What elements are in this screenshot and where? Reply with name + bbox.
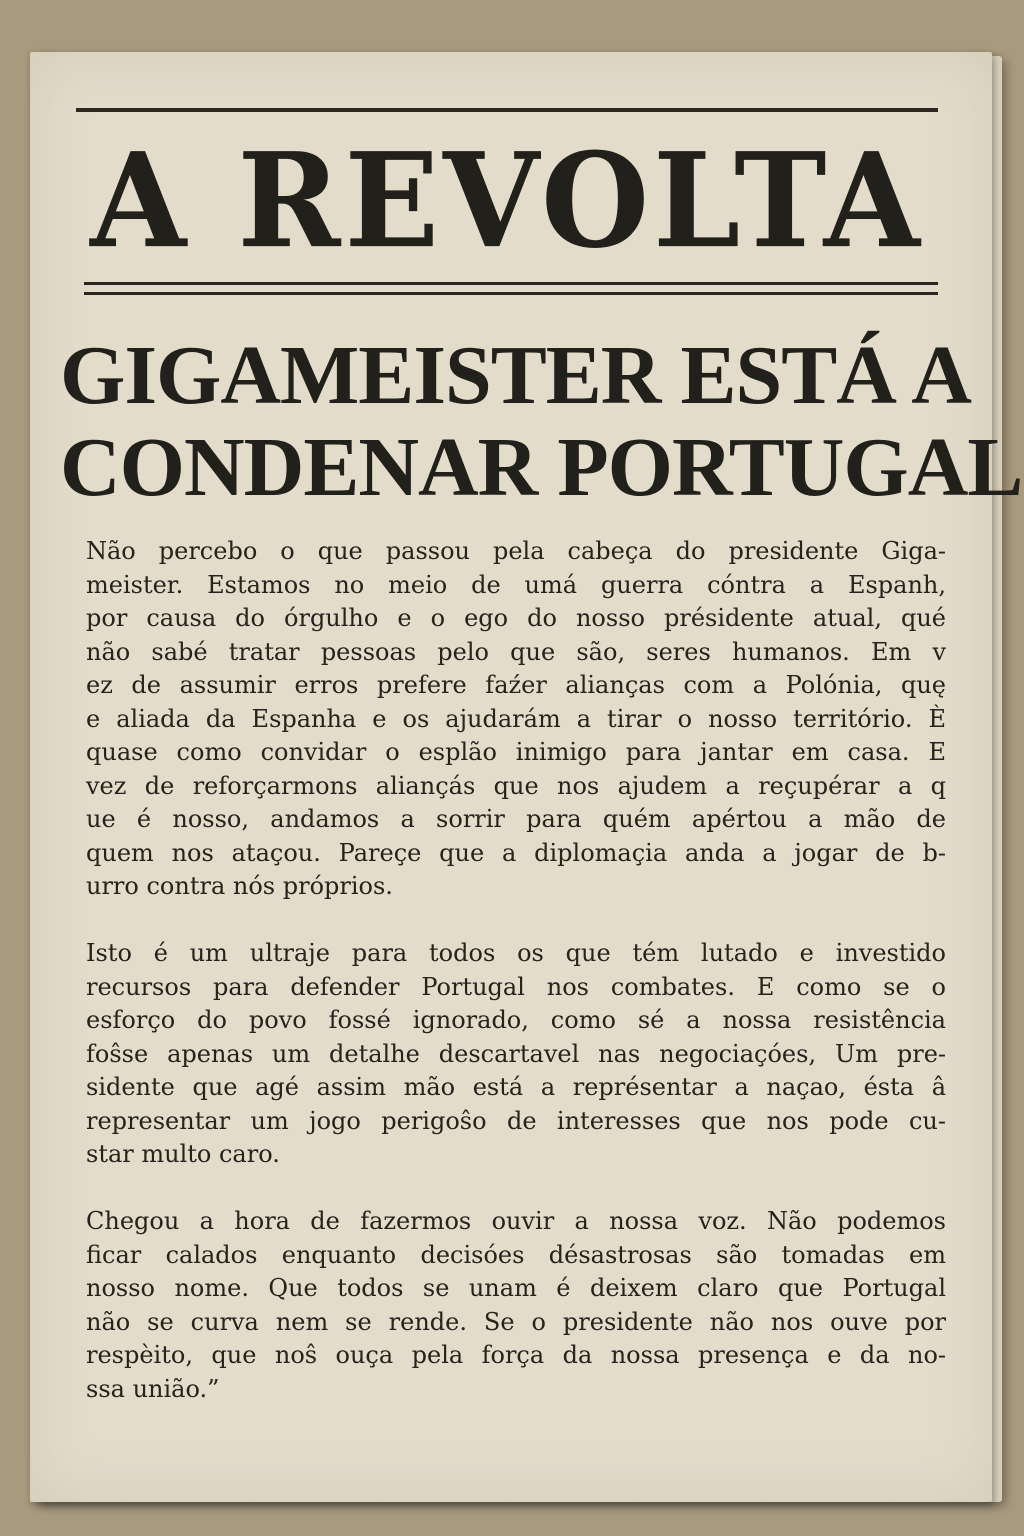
article-line: representar um jogo perigoŝo de interesses que nos pode cu- — [86, 1106, 946, 1135]
article-paragraph-3 — [86, 1205, 946, 1406]
article-line: sidente que agé assim mão está a représentar a naçao, ésta â — [86, 1073, 946, 1101]
article-paragraph-2 — [86, 937, 946, 1172]
masthead-bottom-rule-upper — [84, 282, 938, 285]
article-line: quem nos ataçou. Pareçe que a diplomaçia anda a jogar de b- — [86, 838, 946, 867]
headline-line-1: GIGAMEISTER ESTÁ A — [60, 329, 971, 422]
article-line: Isto é um ultraje para todos os que tém lutado e investido — [86, 939, 946, 967]
article-line: por causa do órgulho e o ego do nosso présidente atual, qué — [86, 604, 946, 632]
masthead-top-rule — [76, 108, 938, 112]
article-line: Chegou a hora de fazermos ouvir a nossa voz. Não podemos — [86, 1207, 946, 1235]
article-line: urro contra nós próprios. — [86, 872, 393, 900]
masthead-title: A REVOLTA — [90, 125, 924, 278]
headline-line-2: CONDENAR PORTUGAL — [60, 421, 1023, 514]
masthead-bottom-rule-lower — [84, 292, 938, 295]
headline — [60, 329, 1023, 514]
article-line: ssa união.” — [86, 1374, 220, 1403]
article-line: e aliada da Espanha e os ajudarám a tirar o nosso território. È — [86, 704, 946, 733]
article-line: ez de assumir erros prefere faźer alianças com a Polónia, quę — [86, 671, 946, 699]
article-body — [86, 535, 946, 1440]
article-line: vez de reforçarmons aliançás que nos ajudem a reçupérar a q — [86, 771, 946, 800]
article-line: ue é nosso, andamos a sorrir para quém apértou a mão de — [86, 805, 946, 833]
article-line: Não percebo o que passou pela cabeça do presidente Giga- — [86, 537, 946, 565]
article-line: não sabé tratar pessoas pelo que são, seres humanos. Em v — [86, 637, 946, 666]
article-paragraph-1 — [86, 535, 946, 904]
article-line: foŝse apenas um detalhe descartavel nas negociaçóes, Um pre- — [86, 1039, 946, 1068]
article-line: não se curva nem se rende. Se o presidente não nos ouve por — [86, 1307, 946, 1336]
article-line: quase como convidar o esplão inimigo para jantar em casa. E — [86, 738, 946, 766]
article-line: meister. Estamos no meio de umá guerra cóntra a Espanh, — [86, 570, 946, 599]
article-line: esforço do povo fossé ignorado, como sé a nossa resistência — [86, 1006, 946, 1034]
article-line: ficar calados enquanto decisóes désastrosas são tomadas em — [86, 1240, 946, 1269]
article-line: respèito, que noŝ ouça pela força da nossa presença e da no- — [86, 1341, 946, 1369]
article-line: nosso nome. Que todos se unam é deixem claro que Portugal — [86, 1274, 946, 1302]
article-line: star multo caro. — [86, 1140, 280, 1168]
article-line: recursos para defender Portugal nos combates. E como se o — [86, 972, 946, 1001]
